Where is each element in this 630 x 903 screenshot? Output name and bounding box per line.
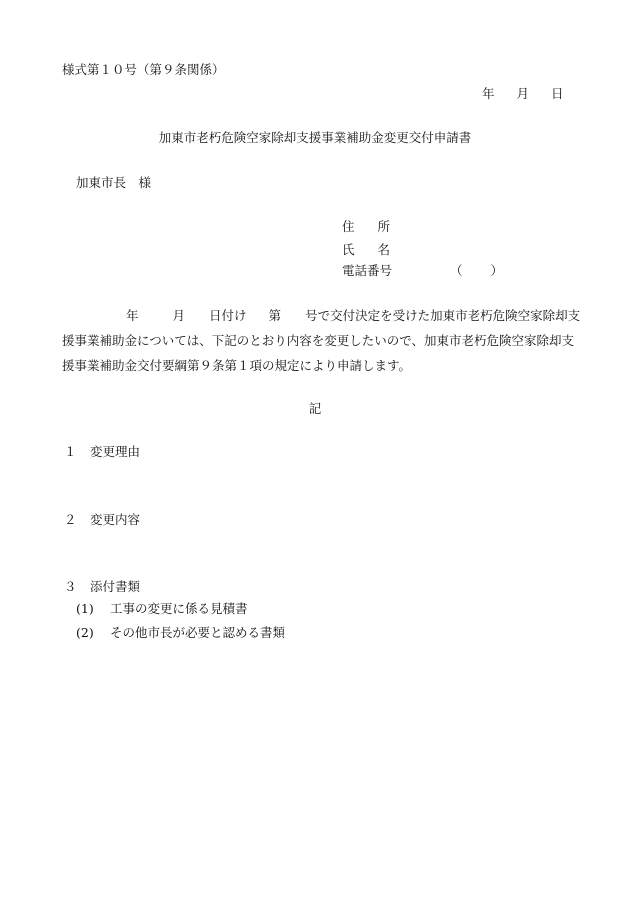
section-label: 変更理由 [90,444,141,459]
section-change-content [64,514,140,527]
date-month-label: 月 [516,86,530,101]
body-year: 年 [126,308,139,323]
applicant-phone-row [342,265,503,278]
body-line-3: 援事業補助金交付要綱第９条第１項の規定により申請します。 [62,358,412,373]
body-month: 月 [172,308,186,323]
section-number: ２ [64,512,77,527]
body-line-2: 援事業補助金については、下記のとおり内容を変更したいので、加東市老朽危険空家除却支 [62,333,575,348]
attachment-item [76,603,248,616]
document-title: 加東市老朽危険空家除却支援事業補助金変更交付申請書 [158,130,472,145]
date-year-label: 年 [482,86,495,101]
addressee: 加東市長 様 [76,175,152,190]
section-number: １ [64,444,77,459]
attachment-number: (1) [76,601,94,616]
address-label: 住所 [342,219,414,234]
phone-label: 電話番号 [342,263,393,278]
applicant-address-row [342,221,450,234]
section-label: 変更内容 [90,512,141,527]
applicant-name-row [342,244,450,257]
date-day-label: 日 [551,86,564,101]
attachment-label: 工事の変更に係る見積書 [110,601,248,616]
section-attachments [64,581,140,594]
date-line [482,88,564,101]
form-number: 様式第１０号（第９条関係） [62,62,225,77]
phone-paren-open: （ [450,263,463,278]
section-number: ３ [64,579,77,594]
section-change-reason [64,446,140,459]
ki-heading: 記 [308,401,322,416]
phone-paren-close: ） [490,263,504,278]
body-date-suffix: 日付け [209,308,247,323]
body-dai: 第 [268,308,282,323]
body-line-1 [62,303,586,328]
attachment-label: その他市長が必要と認める書類 [110,625,286,640]
attachment-item [76,627,285,640]
body-line1-rest: 号で交付決定を受けた加東市老朽危険空家除却支 [305,308,581,323]
section-label: 添付書類 [90,579,141,594]
name-label: 氏名 [342,242,414,257]
request-body [62,303,586,378]
attachment-number: (2) [76,625,94,640]
